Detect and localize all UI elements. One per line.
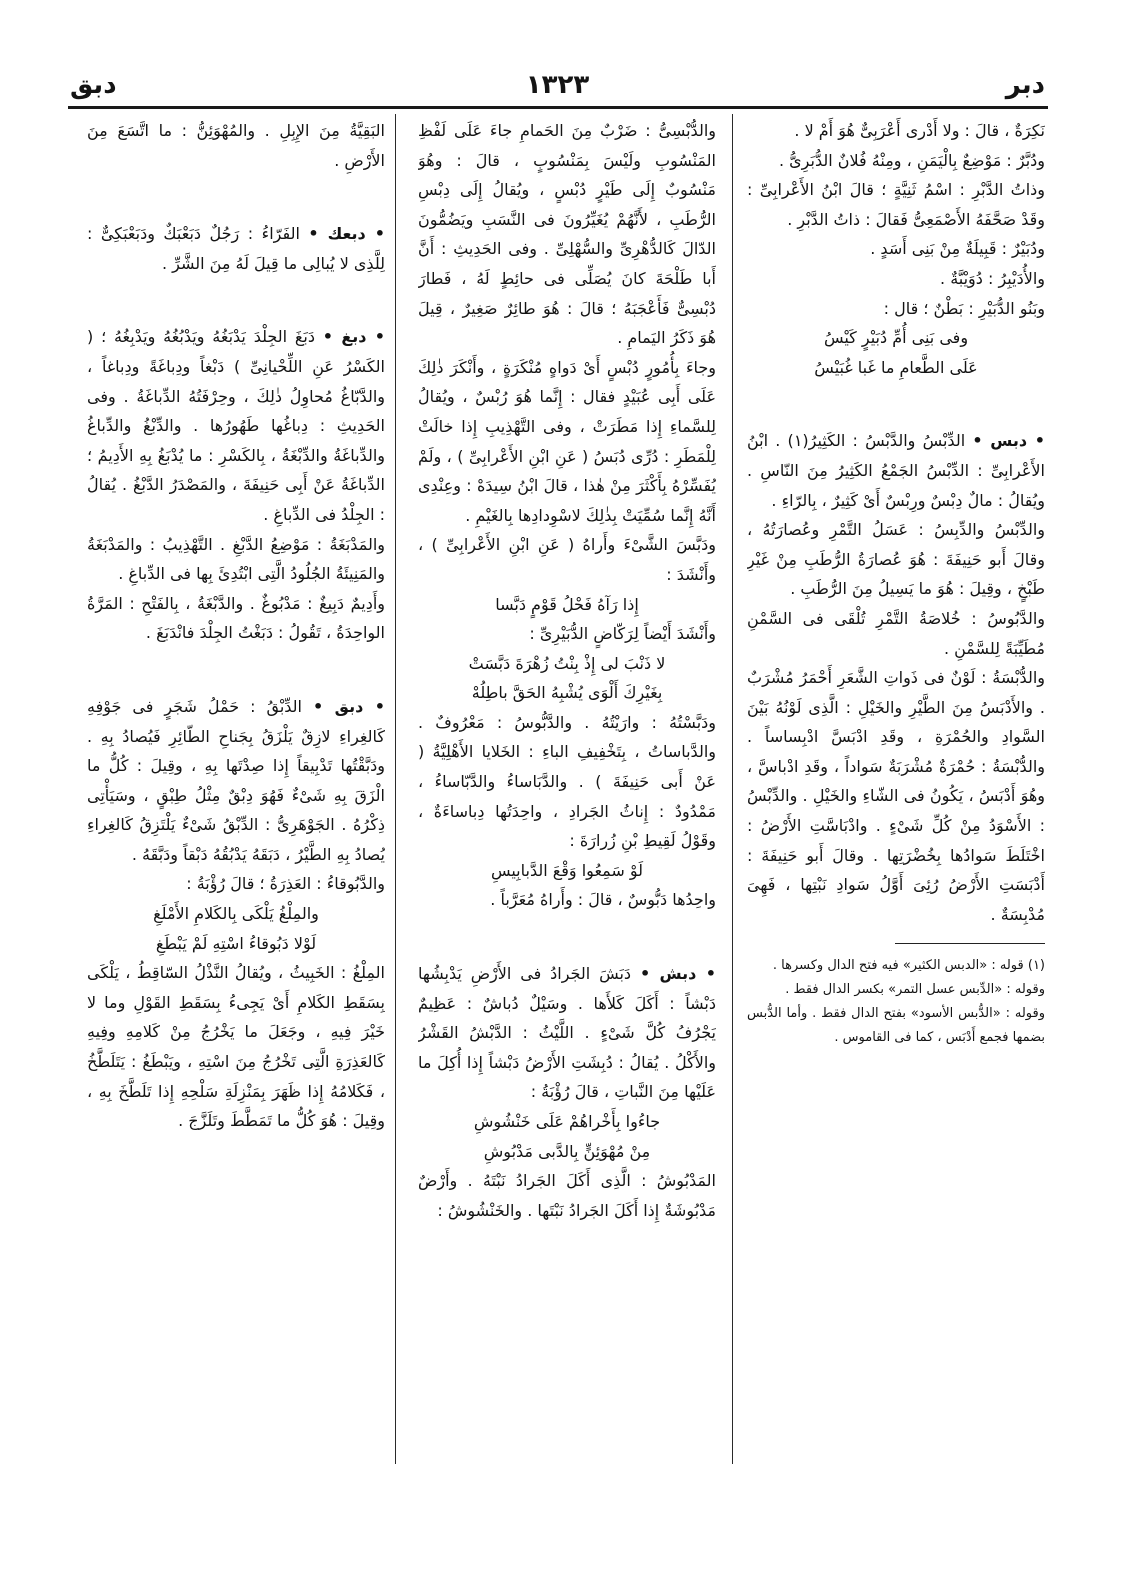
- column-right: [747, 116, 1045, 1476]
- entry-headword: • دبق •: [312, 696, 385, 716]
- verse-line: بِغَيْرِكَ أَلْوَى يُشْبِهُ الحَقَّ باطِلُهْ: [471, 683, 663, 703]
- paragraph: وأَدِيمٌ دَبِيغٌ : مَدْبُوغٌ . والدَّبْغَةُ ، بِالفَتْحِ : المَرَّةُ الواحِدَةُ ، تَقُولُ : دَبَغْتُ الجِلْدَ فانْدَبَغَ .: [87, 593, 385, 643]
- verse-line: إِذا رَآهُ فَحْلُ قَوْمٍ دَبَّسا: [495, 594, 639, 614]
- entry-text: دَبَشَ الجَرادُ فى الأَرْضِ يَدْبِشُها دَبْشاً : أَكَلَ كَلأَها . وسَيْلٌ دُباشٌ : عَظِيمٌ يَجْرُفُ كُلَّ شَىْءٍ . اللَّيْثُ : الدَّبْشُ القَشْرُ والأَكْلُ . يُقالُ : دُبِشَتِ الأَرْضُ دَبْشاً إِذا أُكِلَ ما عَلَيْها مِنَ النَّباتِ ، قالَ رُؤْبَةُ :: [418, 964, 716, 1102]
- verse-line: عَلَى الطَّعامِ ما غَبا غُبَيْسُ: [814, 357, 978, 377]
- entry-dabq: [87, 692, 385, 870]
- column-divider-right: [732, 114, 733, 1464]
- verse-line: وفى بَنِى أُمِّ دُبَيْرٍ كَيْسُ: [823, 328, 969, 348]
- verse-line: جاءُوا بِأَخْراهُمْ عَلَى خَنْشُوشِ: [473, 1112, 661, 1131]
- paragraph: وذاتُ الدَّبْرِ : اسْمُ ثَنِيَّةٍ ؛ قالَ ابْنُ الأَعْرابِىِّ : وقَدْ صَحَّفَهُ الأَصْمَعِىُّ فَقالَ : ذاتُ الدَّبْرِ .: [747, 180, 1045, 229]
- paragraph: والدُّبْسِىُّ : ضَرْبٌ مِنَ الحَمامِ جاءَ عَلَى لَفْظِ المَنْسُوبِ ولَيْسَ بِمَنْسُوبٍ ، قالَ : وهُوَ مَنْسُوبٌ إِلَى طَيْرٍ دُبْسٍ ، ويُقالُ إِلَى دِبْسِ الرُّطَبِ ، لأَنَّهُمْ يُغَيِّرُونَ فى النَّسَبِ ويَضُمُّونَ الدّالَ كَالدُّهْرِىِّ والسُّهْلِىِّ . وفى الحَدِيثِ : أَنَّ أَبا طَلْحَةَ كانَ يُصَلِّى فى حائِطٍ لَهُ ، فَطارَ دُبْسِىٌّ فَأَعْجَبَهُ ؛ قالَ : هُوَ طائِرٌ صَغِيرٌ ، قِيلَ هُوَ ذَكَرُ اليَمامِ .: [418, 121, 716, 348]
- verse-line: لا ذَنْبَ لى إِذْ بِنْتُ زُهْرَةَ دَبَّسَتْ: [468, 653, 666, 673]
- header-rule: [68, 106, 1048, 109]
- paragraph: المِلْغُ : الخَبِيثُ ، ويُقالُ النَّذْلُ السّاقِطُ ، يَلْكَى بِسَقَطِ الكَلامِ أَىْ يَجِىءُ بِسَقَطِ القَوْلِ وما لا خَيْرَ فِيهِ ، وجَعَلَ ما يَخْرُجُ مِنْ كَلامِهِ وفِيهِ كَالعَذِرَةِ الَّتِى تَخْرُجُ مِنَ اسْتِهِ ، ويَبْطَغُ : يَتَلَطَّخُ ، فَكَلامُهُ إِذا ظَهَرَ بِمَنْزِلَةِ سَلْحِهِ إِذا تَلَطَّخَ بِهِ ، وقِيلَ : هُوَ كُلُّ ما تَمَطَّطَ وتَلَزَّجَ .: [87, 963, 385, 1131]
- column-left: [87, 116, 385, 1476]
- footnote: وقوله : «الدُّبس الأسود» بفتح الدال فقط . وأما الدُّبس بضمها فجمع أَدْبَس ، كما فى القاموس .: [747, 1006, 1045, 1046]
- verse-line: مِنْ مُهْوَئِنٍّ بِالدَّبى مَدْبُوشِ: [483, 1141, 651, 1161]
- verse-line: لَوْلا دَبُوقاءُ اسْتِهِ لَمْ يَبْطَغِ: [155, 933, 317, 953]
- paragraph: المَدْبُوشُ : الَّذِى أَكَلَ الجَرادُ نَبْتَهُ . وأَرْضٌ مَدْبُوشَةٌ إِذا أَكَلَ الجَرادُ نَبْتَها . والخَنْشُوشُ :: [418, 1171, 716, 1220]
- entry-gap: [87, 278, 385, 322]
- entry-headword: • دبش •: [639, 964, 716, 984]
- paragraph: ودُبَيْرٌ : قَبِيلَةٌ مِنْ بَنِى أَسَدٍ .: [870, 239, 1045, 259]
- paragraph: ودَبَّسَ الشَّىْءَ وأَراهُ ( عَنِ ابْنِ الأَعْرابِىِّ ) ، وأَنْشَدَ :: [418, 535, 716, 584]
- entry-gap: [747, 382, 1045, 426]
- entry-text: الفَرّاءُ : رَجُلٌ دَبَعْبَكٌ ودَبَعْبَكِىٌّ : لِلَّذِى لا يُبالِى ما قِيلَ لَهُ مِنَ الشَّرِّ .: [87, 224, 385, 273]
- paragraph: وأَنْشَدَ أَيْضاً لِرَكّاضٍ الدُّبَيْرِىِّ :: [529, 624, 716, 644]
- paragraph: البَقِيَّةُ مِنَ الإِبِلِ . والمُهْوَئِنُّ : ما اتَّسَعَ مِنَ الأَرْضِ .: [87, 121, 385, 170]
- entry-gap: [87, 648, 385, 692]
- entry-text: الدِّبْقُ : حَمْلُ شَجَرٍ فى جَوْفِهِ كَالغِراءِ لازِقٌ يَلْزَقُ بِجَناحِ الطّائِرِ فَيُصادُ بِهِ . ودَبَّقْتُها تَدْبِيقاً إِذا صِدْتَها بِهِ ، وقِيلَ : كُلُّ ما الْزَقَ بِهِ شَىْءٌ فَهُوَ دِبْقٌ مِثْلُ طِبْقٍ ، وسَيَأْتِى ذِكْرُهُ . الجَوْهَرِىُّ : الدِّبْقُ شَىْءٌ يَلْتَزِقُ كَالغِراءِ يُصادُ بِهِ الطَّيْرُ ، دَبَقَهُ يَدْبُقُهُ دَبْقاً ودَبَّقَهُ .: [87, 696, 385, 864]
- entry-headword: • دبغ •: [322, 327, 385, 347]
- entry-text: الدِّبْسُ والدَّبْسُ : الكَثِيرُ(١) . ابْنُ الأَعْرابِىِّ : الدِّبْسُ الجَمْعُ الكَثِيرُ مِنَ النّاسِ . ويُقالُ : مالٌ دِبْسٌ ورِبْسٌ أَىْ كَثِيرٌ ، بِالرّاءِ .: [747, 431, 1045, 510]
- paragraph: واحِدُها دَبُّوسٌ ، قالَ : وأَراهُ مُعَرَّباً .: [490, 890, 716, 910]
- column-divider-left: [395, 114, 396, 1464]
- page-number: ١٣٢٣: [525, 70, 590, 100]
- paragraph: والدَّبُوقاءُ : العَذِرَةُ ؛ قالَ رُؤْبَةُ :: [186, 874, 385, 894]
- page-header: [70, 70, 1045, 104]
- paragraph: والأُدَيْبِرُ : دُوَيْبَّةٌ .: [940, 268, 1045, 288]
- paragraph: والدُّبْسَةُ : لَوْنٌ فى ذَواتِ الشَّعَرِ أَحْمَرُ مُشْرَبٌ . والأَدْبَسُ مِنَ الطَّيْرِ والخَيْلِ : الَّذِى لَوْنُهُ بَيْنَ السَّوادِ والحُمْرَةِ ، وقَدِ ادْبَسَّ ادْبِساساً . والدُّبْسَةُ : حُمْرَةٌ مُشْرَبَةٌ سَواداً ، وقَدِ ادْباسَّ ، وهُوَ أَدْبَسُ ، يَكُونُ فى الشّاءِ والخَيْلِ . والدِّبْسُ : الأَسْوَدُ مِنْ كُلِّ شَىْءٍ . وادْبَاسَّتِ الأَرْضُ : اخْتَلَطَ سَوادُها بِخُضْرَتِها . وقالَ أَبو حَنِيفَةَ : أَدْبَسَتِ الأَرْضُ رُئِىَ أَوَّلُ سَوادِ نَبْتِها ، فَهِىَ مُدْبِسَةٌ .: [747, 668, 1045, 924]
- footnote-rule: [895, 943, 1045, 944]
- running-head-left: دبق: [70, 70, 117, 100]
- entry-gap: [87, 175, 385, 219]
- entry-headword: • دبعك •: [308, 224, 385, 244]
- verse-line: لَوْ سَمِعُوا وَقْعَ الدَّبابِيسِ: [490, 860, 644, 880]
- running-head-right: دبر: [1005, 70, 1045, 100]
- entry-headword: • دبس •: [972, 431, 1045, 451]
- paragraph: وبَنُو الدُّبَيْرِ : بَطْنٌ ؛ قال :: [883, 298, 1045, 318]
- entry-text: دَبَغَ الجِلْدَ يَدْبَغُهُ ويَدْبُغُهُ ويَدْبِغُهُ ؛ ( الكَسْرُ عَنِ اللِّحْيانِىِّ ) دَبْغاً ودِباغَةً ودِباغاً ، والدَّبّاغُ مُحاوِلُ ذٰلِكَ ، وحِرْفَتُهُ الدِّباغَةُ . وفى الحَدِيثِ : دِباغُها طَهُورُها . والدِّبْغُ والدِّباغُ والدِّباغَةُ والدِّبْغَةُ ، بِالكَسْرِ : ما يُدْبَغُ بِهِ الأَدِيمُ ؛ الدِّباغَةُ عَنْ أَبِى حَنِيفَةَ ، والمَصْدَرُ الدَّبْغُ . يُقالُ : الجِلْدُ فى الدِّباغِ .: [87, 327, 385, 524]
- entry-dabagh: [87, 322, 385, 529]
- footnote: (١) قوله : «الدبس الكثير» فيه فتح الدال وكسرها .: [772, 958, 1045, 974]
- column-middle: [418, 116, 716, 1486]
- paragraph: ودَبَّسْتُهُ : وارَيْتُهُ . والدَّبُّوسُ : مَعْرُوفٌ . والدَّباساتُ ، بِتَخْفِيفِ الباءِ : الخَلايا الأَهْلِيَّةُ ( عَنْ أَبى حَنِيفَةَ ) . والدَّبَاساءُ والدَّبّاساءُ ، مَمْدُودٌ : إِناثُ الجَرادِ ، واحِدَتُها دِباساءَةٌ ، وقَوْلُ لَقِيطِ بْنِ زُرارَةَ :: [418, 712, 716, 851]
- footnote: وقوله : «الدِّبس عسل التمر» بكسر الدال فقط .: [785, 982, 1045, 998]
- entry-dabak: [87, 219, 385, 278]
- paragraph: والمَدْبَغَةُ : مَوْضِعُ الدَّبْغِ . التَّهْذِيبُ : والمَدْبَغَةُ والمَنِيئَةُ الجُلُودُ الَّتِى ابْتُدِئَ بِها فى الدِّباغِ .: [87, 534, 385, 584]
- paragraph: والدِّبْسُ والدِّبِسُ : عَسَلُ التَّمْرِ وعُصارَتُهُ ، وقالَ أَبو حَنِيفَةَ : هُوَ عُصارَةُ الرُّطَبِ مِنْ غَيْرِ طَبْخٍ ، وقِيلَ : هُوَ ما يَسِيلُ مِنَ الرُّطَبِ .: [747, 520, 1045, 599]
- verse-line: والمِلْغُ يَلْكَى بِالكَلامِ الأَمْلَغِ: [153, 904, 319, 924]
- entry-gap: [418, 915, 716, 959]
- entry-dabsh: [418, 959, 716, 1107]
- paragraph: ودُبَّرٌ : مَوْضِعٌ بِالْيَمَنِ ، ومِنْهُ فُلانٌ الدُّبَرِىُّ .: [778, 150, 1045, 170]
- entry-dibs: [747, 426, 1045, 515]
- paragraph: وجاءَ بِأُمُورٍ دُبْسٍ أَىْ دَواهٍ مُنْكَرَةٍ ، وأَنْكَرَ ذٰلِكَ عَلَى أَبِى عُبَيْدٍ فقال : إِنَّما هُوَ رُبْسٌ ، ويُقالُ لِلسَّماءِ إِذا مَطَرَتْ ، وفى التَّهْذِيبِ إِذا خالَتْ لِلْمَطَرِ : دُرِّى دُبَسُ ( عَنِ ابْنِ الأَعْرابِىِّ ) ، ولَمْ يُفَسِّرْهُ بِأَكْثَرَ مِنْ هٰذا ، قالَ ابْنُ سِيدَهْ : وعِنْدِى أَنَّهُ إِنَّما سُمِّيَتْ بِذٰلِكَ لاسْوِدادِها بِالغَيْمِ .: [418, 357, 716, 525]
- paragraph: والدَّبُوسُ : خُلاصَةُ التَّمْرِ تُلْقَى فى السَّمْنِ مُطَيِّبَةً لِلسَّمْنِ .: [747, 608, 1045, 658]
- paragraph: نَكِرَةٌ ، قالَ : ولا أَدْرى أَعْرَبِىٌّ هُوَ أَمْ لا .: [794, 121, 1045, 140]
